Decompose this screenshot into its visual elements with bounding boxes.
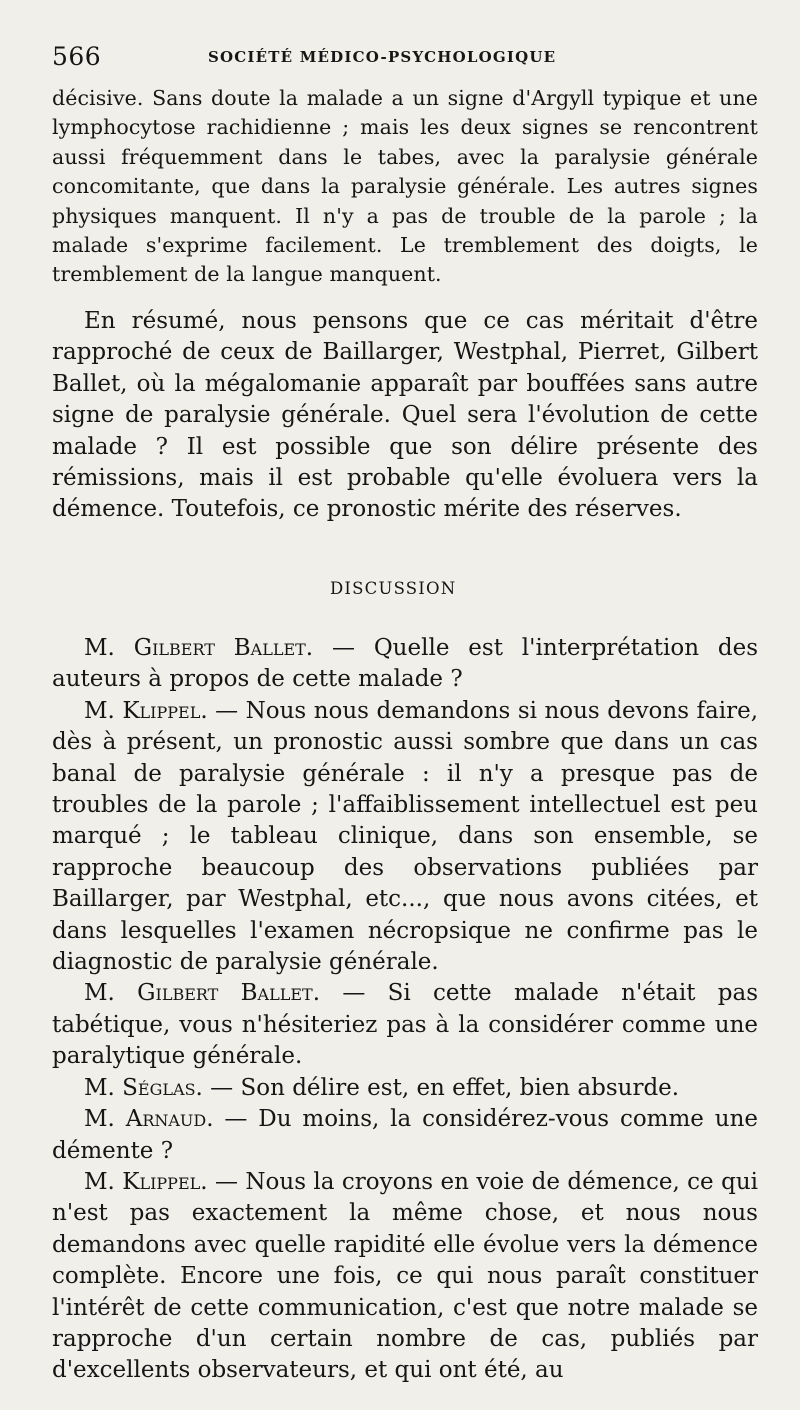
dash-separator: —: [313, 635, 374, 661]
discussion-section: [52, 633, 758, 1387]
page-number: 566: [52, 42, 102, 71]
speaker-name: M. Klippel.: [84, 1168, 208, 1195]
speech-text: Son délire est, en effet, bien absurde.: [240, 1074, 680, 1101]
intro-paragraph: décisive. Sans doute la malade a un signe d'Argyll typique et une lymphocytose rachidienne ; mais les deux signes se rencontrent aussi fréquemment dans le tabes, avec la paralysie générale concomitante, que dans la paralysie générale. Les autres signes physiques manquent. Il n'y a pas de trouble de la parole ; la malade s'exprime facilement. Le tremblement des doigts, le tremblement de la langue manquent.: [52, 86, 758, 287]
dash-separator: —: [207, 697, 246, 724]
resume-paragraph: En résumé, nous pensons que ce cas méritait d'être rapproché de ceux de Baillarger, Westphal, Pierret, Gilbert Ballet, où la mégalomanie apparaît par bouffées sans autre signe de paralysie générale. Quel sera l'évolution de cette malade ? Il est possible que son délire présente des rémissions, mais il est probable qu'elle évoluera vers la démence. Toutefois, ce pronostic mérite des réserves.: [52, 308, 758, 523]
discussion-entry: [52, 633, 758, 696]
discussion-entry: [52, 696, 758, 979]
discussion-entry: [52, 978, 758, 1072]
dash-separator: —: [207, 1168, 246, 1195]
discussion-entry: [52, 1104, 758, 1167]
speaker-name: M. Gilbert Ballet.: [84, 635, 314, 661]
speech-text: Du moins, la considérez-vous comme une démente ?: [52, 1106, 758, 1164]
speaker-name: M. Séglas.: [84, 1074, 203, 1101]
discussion-entry: [52, 1073, 758, 1104]
dash-separator: —: [213, 1106, 259, 1133]
speech-text: Quelle est l'interprétation des auteurs à propos de cette malade ?: [52, 635, 759, 693]
discussion-entry: [52, 1167, 758, 1387]
speaker-name: M. Arnaud.: [84, 1106, 214, 1133]
running-title: SOCIÉTÉ MÉDICO-PSYCHOLOGIQUE: [208, 48, 557, 66]
speaker-name: M. Gilbert Ballet.: [84, 980, 321, 1007]
speech-text: Nous la croyons en voie de démence, ce qui n'est pas exactement la même chose, et nous nous demandons avec quelle rapidité elle évolue vers la démence complète. Encore une fois, ce qui nous paraît constituer l'intérêt de cette communication, c'est que notre malade se rapproche d'un certain nombre de cas, publiés par d'excellents observateurs, et qui ont été, au: [52, 1168, 758, 1384]
speaker-name: M. Klippel.: [84, 697, 208, 724]
discussion-heading: DISCUSSION: [330, 579, 457, 598]
dash-separator: —: [320, 980, 388, 1007]
speech-text: Si cette malade n'était pas tabétique, vous n'hésiteriez pas à la considérer comme une paralytique générale.: [52, 980, 759, 1070]
dash-separator: —: [202, 1074, 241, 1101]
page-header: [52, 42, 762, 76]
speech-text: Nous nous demandons si nous devons faire, dès à présent, un pronostic aussi sombre que dans un cas banal de paralysie générale : il n'y a presque pas de troubles de la parole ; l'affaiblissement intellectuel est peu marqué ; le tableau clinique, dans son ensemble, se rapproche beaucoup des observations publiées par Baillarger, par Westphal, etc..., que nous avons citées, et dans lesquelles l'examen nécropsique ne confirme pas le diagnostic de paralysie générale.: [52, 697, 759, 976]
